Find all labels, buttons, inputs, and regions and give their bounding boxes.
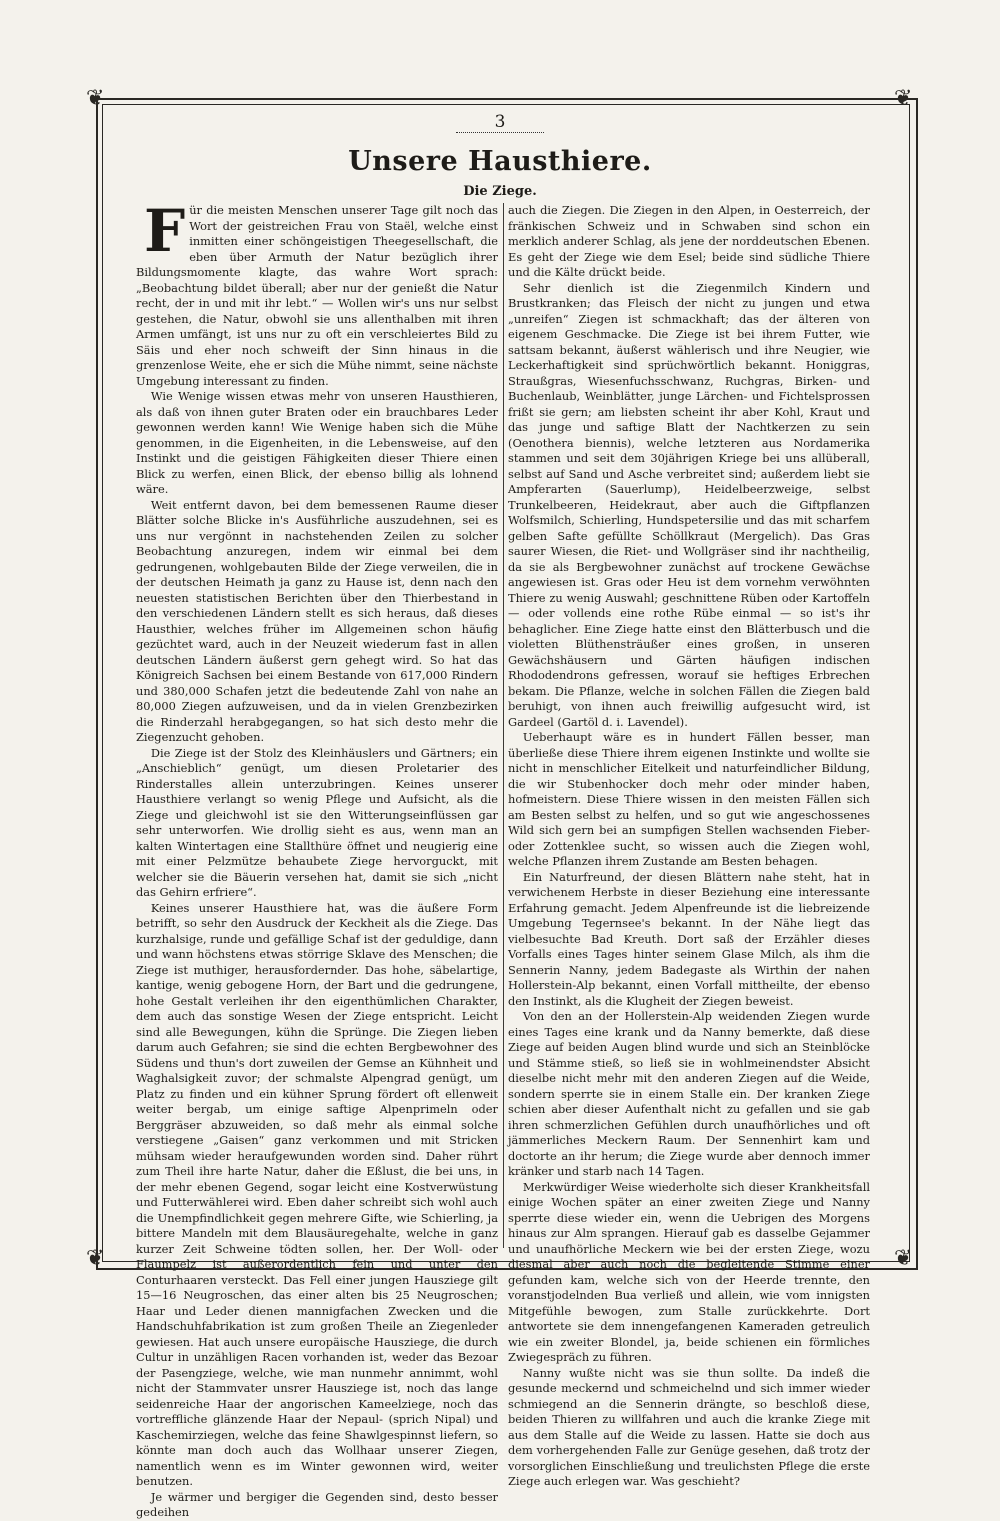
right-column (508, 203, 870, 1490)
header-rule (456, 132, 544, 133)
paragraph: Ueberhaupt wäre es in hundert Fällen besser, man überließe diese Thiere ihrem eigenen Instinkte und wollte sie nicht in menschlicher Eitelkeit und naturfeindlicher Bildung, die wir Stubenhocker doch mehr oder minder haben, hofmeistern. Diese Thiere wissen in den meisten Fällen sich am Besten selbst zu helfen, und so gut wie angeschossenes Wild sich gern bei an sumpfigen Stellen wachsenden Fieber- oder Zottenklee sucht, so wissen auch die Ziegen wohl, welche Pflanzen ihrem Zustande am Besten behagen. (508, 730, 870, 868)
paragraph: Keines unserer Hausthiere hat, was die äußere Form betrifft, so sehr den Ausdruck der Keckheit als die Ziege. Das kurzhalsige, runde und gefällige Schaf ist der geduldige, dann und wann höchstens etwas störrige Sklave des Menschen; die Ziege ist muthiger, herausfordernder. Das hohe, säbelartige, kantige, wenig gebogene Horn, der Bart und die gedrungene, hohe Gestalt verleihen ihr den eigenthümlichen Charakter, dem auch das sonstige Wesen der Ziege entspricht. Leicht sind alle Bewegungen, kühn die Sprünge. Die Ziegen lieben darum auch Gefahren; sie sind die echten Bergbewohner des Südens und thun's dort zuweilen der Gemse an Kühnheit und Waghalsigkeit zuvor; der schmalste Alpengrad genügt, um Platz zu finden und ein kühner Sprung fördert oft ellenweit weiter bergab, um einige saftige Alpenprimeln oder Berggräser abzuweiden, so daß mehr als einmal solche verstiegene „Gaisen“ ganz verkommen und mit Stricken mühsam wieder heraufgewunden worden sind. Daher rührt zum Theil ihre harte Natur, daher die Eßlust, die bei uns, in der mehr ebenen Gegend, sogar leicht eine Kostverwüstung und Futterwählerei wird. Eben daher schreibt sich wohl auch die Unempfindlichkeit gegen mehrere Gifte, wie Schierling, ja bittere Mandeln mit dem Blausäuregehalte, welche in ganz kurzer Zeit Schweine tödten sollen, her. Der Woll- oder Flaumpelz ist außerordentlich fein und unter den Conturhaaren versteckt. Das Fell einer jungen Hausziege gilt 15—16 Neugroschen, das einer alten bis 25 Neugroschen; Haar und Leder dienen mannigfachen Zwecken und die Handschuhfabrikation ist zum großen Theile an Ziegenleder gewiesen. Hat auch unsere europäische Hausziege, die durch Cultur in unzähligen Racen vorhanden ist, weder das Bezoar der Pasengziege, welche, wie man nunmehr annimmt, wohl nicht der Stammvater unsrer Hausziege ist, noch das lange seidenreiche Haar der angorischen Kameelziege, noch das vortreffliche glänzende Haar der Nepaul- (sprich Nipal) und Kaschemirziegen, welche das feine Shawlgespinnst liefern, so könnte man doch auch das Wollhaar unserer Ziegen, namentlich wenn es im Winter gewonnen wird, weiter benutzen. (136, 900, 498, 1488)
paragraph: Je wärmer und bergiger die Gegenden sind, desto besser gedeihen (136, 1489, 498, 1519)
corner-ornament-icon: ❦ (86, 86, 105, 111)
article-title: Unsere Hausthiere. (348, 146, 652, 177)
paragraph: Wie Wenige wissen etwas mehr von unseren Hausthieren, als daß von ihnen guter Braten oder ein brauchbares Leder gewonnen werden kann! Wie Wenige haben sich die Mühe genommen, in die Eigenheiten, in die Lebensweise, auf den Instinkt und die geistigen Fähigkeiten dieser Thiere einen Blick zu werfen, einen Blick, der ebenso billig als lohnend wäre. (136, 389, 498, 496)
paragraph: Von den an der Hollerstein-Alp weidenden Ziegen wurde eines Tages eine krank und da Nanny bemerkte, daß diese Ziege auf beiden Augen blind wurde und sich an Steinblöcke und Stämme stieß, so ließ sie in wohlmeinendster Absicht dieselbe nicht mehr mit den anderen Ziegen auf die Weide, sondern sperrte sie in einem Stalle ein. Der kranken Ziege schien aber dieser Aufenthalt nicht zu gefallen und sie gab ihren schmerzlichen Gefühlen durch unaufhörliches und oft jämmerliches Meckern Raum. Der Sennenhirt kam und doctorte an ihr herum; die Ziege wurde aber dennoch immer kränker und starb nach 14 Tagen. (508, 1009, 870, 1178)
corner-ornament-icon: ❦ (86, 1246, 105, 1271)
corner-ornament-icon: ❦ (894, 86, 913, 111)
paragraph: ür die meisten Menschen unserer Tage gilt noch das Wort der geistreichen Frau von Staël, welche einst inmitten einer schöngeistigen Theegesellschaft, die eben über Armuth der Natur bezüglich ihrer Bildungsmomente klagte, das wahre Wort sprach: „Beobachtung bildet überall; aber nur der genießt die Natur recht, der in und mit ihr lebt.“ — Wollen wir's uns nur selbst gestehen, die Natur, obwohl sie uns allenthalben mit ihren Armen umfängt, ist uns nur zu oft ein verschleiertes Bild zu Säis und eher noch schweift der Sinn hinaus in die grenzenlose Weite, ehe er sich die Mühe nimmt, seine nächste Umgebung interessant zu finden. (136, 203, 498, 388)
paragraph: Die Ziege ist der Stolz des Kleinhäuslers und Gärtners; ein „Anschieblich“ genügt, um diesen Proletarier des Rinderstalles allein unterzubringen. Keines unserer Hausthiere verlangt so wenig Pflege und Aufsicht, als die Ziege und gleichwohl ist sie den Witterungseinflüssen gar sehr unterworfen. Wie drollig sieht es aus, wenn man an kalten Wintertagen eine Stallthüre öffnet und neugierig eine mit einer Pelzmütze behaubete Ziege hervorguckt, mit welcher sie die Bäuerin versehen hat, damit sie sich „nicht das Gehirn erfriere“. (136, 745, 498, 899)
column-divider (503, 203, 504, 1248)
drop-cap: F (144, 197, 186, 265)
paragraph: Merkwürdiger Weise wiederholte sich dieser Krankheitsfall einige Wochen später an einer zweiten Ziege und Nanny sperrte diese wieder ein, wenn die Uebrigen des Morgens hinaus zur Alm sprangen. Hierauf gab es dasselbe Gejammer und unaufhörliche Meckern wie bei der ersten Ziege, wozu diesmal aber auch noch die begleitende Stimme einer gefunden kam, welche sich von der Heerde trennte, den voranstjodelnden Bua verließ und allein, wie vom innigsten Mitgefühle bewogen, zum Stalle zurückkehrte. Dort antwortete sie dem innengefangenen Kameraden getreulich wie ein zweiter Blondel, ja, beide schienen ein förmliches Zwiegespräch zu führen. (508, 1179, 870, 1364)
paragraph: Weit entfernt davon, bei dem bemessenen Raume dieser Blätter solche Blicke in's Ausführliche auszudehnen, sei es uns nur vergönnt in nachstehenden Zeilen zu solcher Beobachtung anzuregen, indem wir einmal bei dem gedrungenen, wohlgebauten Bilde der Ziege verweilen, die in der deutschen Heimath ja ganz zu Hause ist, denn nach den neuesten statistischen Berichten über den Thierbestand in den verschiedenen Ländern stellt es sich heraus, daß dieses Hausthier, welches früher im Allgemeinen schon häufig gezüchtet ward, auch in der Neuzeit wiederum fast in allen deutschen Ländern äußerst gern gehegt wird. So hat das Königreich Sachsen bei einem Bestande von 617,000 Rindern und 380,000 Schafen jetzt die bedeutende Zahl von nahe an 80,000 Ziegen aufzuweisen, und da in vielen Grenzbezirken die Rinderzahl herabgegangen, so hat sich desto mehr die Ziegenzucht gehoben. (136, 497, 498, 744)
paragraph: Nanny wußte nicht was sie thun sollte. Da indeß die gesunde meckernd und schmeichelnd und sich immer wieder schmiegend an die Sennerin drängte, so beschloß diese, beiden Thieren zu willfahren und auch die kranke Ziege mit aus dem Stalle auf die Weide zu lassen. Hatte sie doch aus dem vorhergehenden Falle zur Genüge gesehen, daß trotz der vorsorglichen Einschließung und treulichsten Pflege die erste Ziege auch erlegen war. Was geschieht? (508, 1365, 870, 1488)
paragraph: auch die Ziegen. Die Ziegen in den Alpen, in Oesterreich, der fränkischen Schweiz und in Schwaben sind schon ein merklich anderer Schlag, als jene der norddeutschen Ebenen. Es geht der Ziege wie dem Esel; beide sind südliche Thiere und die Kälte drückt beide. (508, 203, 870, 279)
page-number: 3 (494, 112, 506, 132)
paragraph: Sehr dienlich ist die Ziegenmilch Kindern und Brustkranken; das Fleisch der nicht zu jungen und etwa „unreifen“ Ziegen ist schmackhaft; das der älteren von eigenem Geschmacke. Die Ziege ist bei ihrem Futter, wie sattsam bekannt, äußerst wählerisch und ihre Neugier, wie Leckerhaftigkeit sind sprüchwörtlich bekannt. Honiggras, Straußgras, Wiesenfuchsschwanz, Ruchgras, Birken- und Buchenlaub, Weinblätter, junge Lärchen- und Fichtelsprossen frißt sie gern; am liebsten scheint ihr aber Kohl, Kraut und das junge und saftige Blatt der Nachtkerzen zu sein (Oenothera biennis), welche letzteren aus Nordamerika stammen und seit dem 30jährigen Kriege bei uns allüberall, selbst auf Sand und Asche verbreitet sind; außerdem liebt sie Ampferarten (Sauerlump), Heidelbeerzweige, selbst Trunkelbeeren, Heidekraut, aber auch die Giftpflanzen Wolfsmilch, Schierling, Hundspetersilie und das mit scharfem gelben Safte gefüllte Schöllkraut (Mergelich). Das Gras saurer Wiesen, die Riet- und Wollgräser sind ihr nachtheilig, da sie als Bergbewohner zunächst auf trockene Gewächse angewiesen ist. Gras oder Heu ist dem vornehm verwöhnten Thiere zu wenig Auswahl; geschnittene Rüben oder Kartoffeln — oder vollends eine rothe Rübe einmal — so ist's ihr behaglicher. Eine Ziege hatte einst den Blätterbusch und die violetten Blüthensträußer eines großen, in unseren Gewächshäusern und Gärten häufigen indischen Rhododendrons gefressen, worauf sie heftiges Erbrechen bekam. Die Pflanze, welche in solchen Fällen die Ziegen bald beruhigt, von ihnen auch freiwillig aufgesucht wird, ist Gardeel (Gartöl d. i. Lavendel). (508, 280, 870, 729)
left-column (136, 197, 498, 1521)
article-subtitle: Die Ziege. (463, 184, 537, 199)
paragraph: Ein Naturfreund, der diesen Blättern nahe steht, hat in verwichenem Herbste in dieser Beziehung eine interessante Erfahrung gemacht. Jedem Alpenfreunde ist die liebreizende Umgebung Tegernsee's bekannt. In der Nähe liegt das vielbesuchte Bad Kreuth. Dort saß der Erzähler dieses Vorfalls eines Tages hinter seinem Glase Milch, als ihm die Sennerin Nanny, jedem Badegaste als Wirthin der nahen Hollerstein-Alp bekannt, einen Vorfall mittheilte, der ebenso den Instinkt, als die Klugheit der Ziegen beweist. (508, 869, 870, 1008)
corner-ornament-icon: ❦ (894, 1246, 913, 1271)
